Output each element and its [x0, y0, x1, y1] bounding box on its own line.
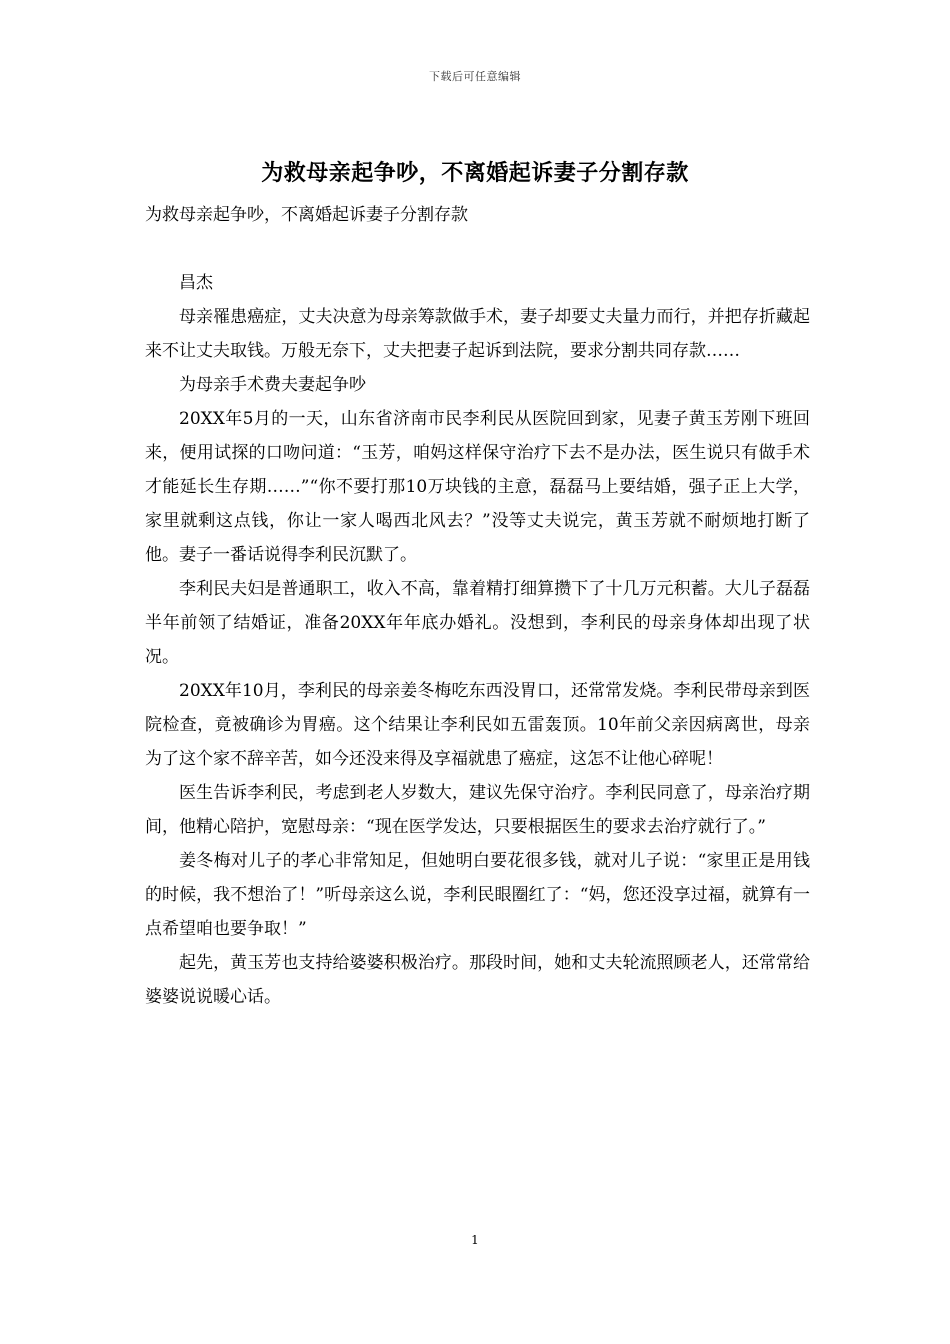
paragraph-1: 母亲罹患癌症，丈夫决意为母亲筹款做手术，妻子却要丈夫量力而行，并把存折藏起来不让丈夫取钱。万般无奈下，丈夫把妻子起诉到法院，要求分割共同存款…… — [145, 307, 810, 361]
paragraph-2: 20XX年5月的一天，山东省济南市民李利民从医院回到家，见妻子黄玉芳刚下班回来，便用试探的口吻问道：“玉芳，咱妈这样保守治疗下去不是办法，医生说只有做手术才能延长生存期……”“你不要打那10万块钱的主意，磊磊马上要结婚，强子正上大学，家里就剩这点钱，你让一家人喝西北风去？”没等丈夫说完，黄玉芳就不耐烦地打断了他。妻子一番话说得李利民沉默了。 — [145, 409, 810, 565]
author-line: 昌杰 — [179, 273, 213, 293]
page-number: 1 — [471, 1233, 479, 1247]
document-subtitle: 为救母亲起争吵，不离婚起诉妻子分割存款 — [145, 205, 468, 225]
document-body — [145, 198, 810, 1014]
document-title: 为救母亲起争吵，不离婚起诉妻子分割存款 — [261, 161, 689, 186]
paragraph-4: 20XX年10月，李利民的母亲姜冬梅吃东西没胃口，还常常发烧。李利民带母亲到医院检查，竟被确诊为胃癌。这个结果让李利民如五雷轰顶。10年前父亲因病离世，母亲为了这个家不辞辛苦，如今还没来得及享福就患了癌症，这怎不让他心碎呢！ — [145, 681, 810, 769]
paragraph-6: 姜冬梅对儿子的孝心非常知足，但她明白要花很多钱，就对儿子说：“家里正是用钱的时候，我不想治了！”听母亲这么说，李利民眼圈红了：“妈，您还没享过福，就算有一点希望咱也要争取！” — [145, 851, 810, 939]
section-heading: 为母亲手术费夫妻起争吵 — [179, 375, 366, 395]
header-note: 下载后可任意编辑 — [429, 70, 521, 83]
paragraph-5: 医生告诉李利民，考虑到老人岁数大，建议先保守治疗。李利民同意了，母亲治疗期间，他精心陪护，宽慰母亲：“现在医学发达，只要根据医生的要求去治疗就行了。” — [145, 783, 810, 837]
paragraph-7: 起先，黄玉芳也支持给婆婆积极治疗。那段时间，她和丈夫轮流照顾老人，还常常给婆婆说说暖心话。 — [145, 953, 810, 1007]
paragraph-3: 李利民夫妇是普通职工，收入不高，靠着精打细算攒下了十几万元积蓄。大儿子磊磊半年前领了结婚证，准备20XX年年底办婚礼。没想到，李利民的母亲身体却出现了状况。 — [145, 579, 810, 667]
blank-line — [145, 232, 810, 266]
